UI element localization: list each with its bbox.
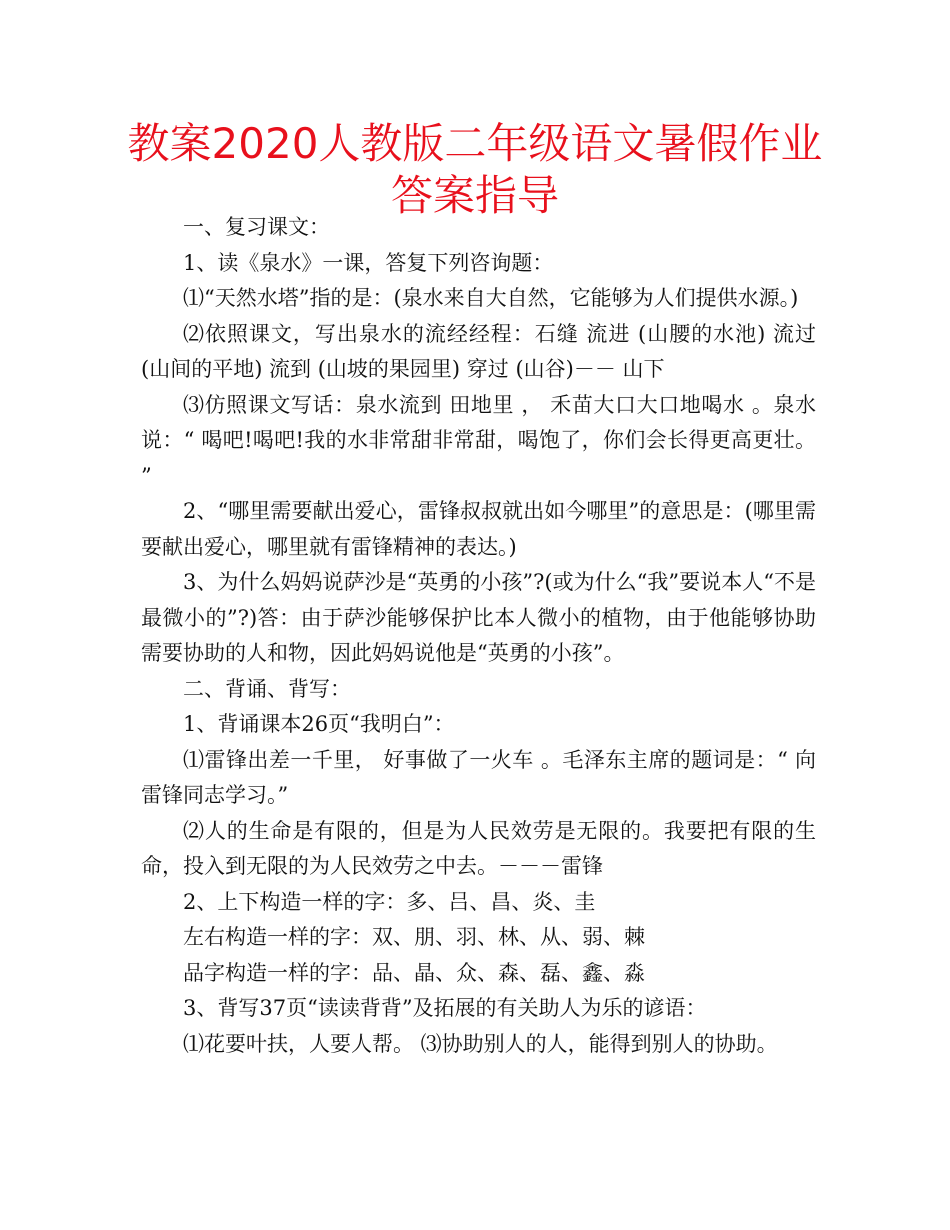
question-paragraph: 3、为什么妈妈说萨沙是“英勇的小孩”?(或为什么“我”要说本人“不是最微小的”?)答：由于萨沙能够保护比本人微小的植物，由于他能够协助需要协助的人和物，因此妈妈说他是“英勇的小孩”。 [141, 570, 816, 665]
document-body [141, 210, 816, 1062]
question-paragraph: 3、背写37页“读读背背”及拓展的有关助人为乐的谚语： [183, 996, 707, 1020]
answer-paragraph: ⑴雷锋出差一千里， 好事做了一火车 。毛泽东主席的题词是：“ 向雷锋同志学习。” [141, 747, 816, 807]
answer-paragraph: ⑴“天然水塔”指的是：(泉水来自大自然，它能够为人们提供水源。) [183, 286, 799, 310]
answer-paragraph: 左右构造一样的字：双、朋、羽、林、从、弱、棘 [183, 925, 645, 949]
answer-paragraph: 品字构造一样的字：品、晶、众、森、磊、鑫、淼 [183, 960, 645, 985]
answer-paragraph: ⑵人的生命是有限的，但是为人民效劳是无限的。我要把有限的生命，投入到无限的为人民效劳之中去。－－－雷锋 [141, 818, 816, 878]
section-heading: 一、复习课文： [183, 215, 330, 239]
answer-paragraph: ⑶仿照课文写话：泉水流到 田地里 ， 禾苗大口大口地喝水 。泉水说：“ 喝吧!喝吧!我的水非常甜非常甜，喝饱了，你们会长得更高更壮。 ” [141, 392, 816, 488]
question-paragraph: 2、上下构造一样的字：多、吕、昌、炎、圭 [183, 889, 596, 914]
question-paragraph: 1、读《泉水》一课，答复下列咨询题： [183, 250, 554, 275]
answer-paragraph: ⑵依照课文，写出泉水的流经经程：石缝 流进 (山腰的水池) 流过 (山间的平地) 流到 (山坡的果园里) 穿过 (山谷)－－ 山下 [141, 321, 816, 381]
question-paragraph: 1、背诵课本26页“我明白”： [183, 712, 455, 736]
question-paragraph: 2、“哪里需要献出爱心，雷锋叔叔就出如今哪里”的意思是：(哪里需要献出爱心，哪里就有雷锋精神的表达。) [141, 499, 816, 559]
section-heading: 二、背诵、背写： [183, 676, 351, 701]
answer-paragraph: ⑴花要叶扶，人要人帮。 ⑶协助别人的人，能得到别人的协助。 [183, 1031, 778, 1056]
document-title: 教案2020人教版二年级语文暑假作业答案指导 [127, 119, 823, 220]
